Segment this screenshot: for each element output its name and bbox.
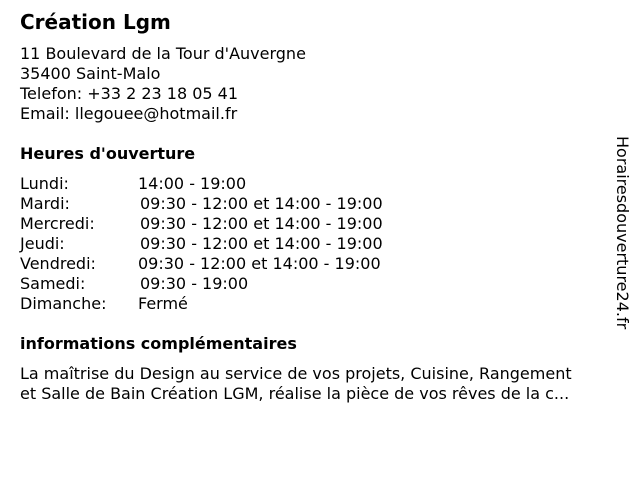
description-line-2: et Salle de Bain Création LGM, réalise la pièce de vos rêves de la c... [20, 384, 570, 403]
hours-heading: Heures d'ouverture [20, 144, 196, 163]
info-heading: informations complémentaires [20, 334, 297, 353]
time-value: 09:30 - 19:00 [140, 274, 249, 293]
time-value: 09:30 - 12:00 et 14:00 - 19:00 [140, 234, 383, 253]
hours-row-tuesday [20, 194, 440, 214]
description-text [20, 364, 620, 404]
time-value: Fermé [138, 294, 188, 313]
time-value: 09:30 - 12:00 et 14:00 - 19:00 [140, 194, 383, 213]
business-name: Création Lgm [20, 10, 171, 34]
hours-row-sunday [20, 294, 440, 314]
hours-row-friday [20, 254, 440, 274]
time-value: 14:00 - 19:00 [138, 174, 247, 193]
hours-row-monday [20, 174, 440, 194]
day-label: Lundi: [20, 174, 69, 193]
hours-row-thursday [20, 234, 440, 254]
day-label: Jeudi: [20, 234, 65, 253]
email-line: Email: llegouee@hotmail.fr [20, 104, 238, 123]
hours-row-wednesday [20, 214, 440, 234]
day-label: Dimanche: [20, 294, 107, 313]
site-watermark: Horairesdouverture24.fr [613, 136, 632, 330]
description-line-1: La maîtrise du Design au service de vos projets, Cuisine, Rangement [20, 364, 572, 383]
day-label: Vendredi: [20, 254, 96, 273]
address-city: 35400 Saint-Malo [20, 64, 161, 83]
hours-table [20, 174, 440, 314]
time-value: 09:30 - 12:00 et 14:00 - 19:00 [138, 254, 381, 273]
day-label: Mercredi: [20, 214, 95, 233]
day-label: Samedi: [20, 274, 86, 293]
hours-row-saturday [20, 274, 440, 294]
day-label: Mardi: [20, 194, 70, 213]
contact-block [20, 44, 306, 124]
phone-line: Telefon: +33 2 23 18 05 41 [20, 84, 239, 103]
time-value: 09:30 - 12:00 et 14:00 - 19:00 [140, 214, 383, 233]
address-street: 11 Boulevard de la Tour d'Auvergne [20, 44, 306, 63]
